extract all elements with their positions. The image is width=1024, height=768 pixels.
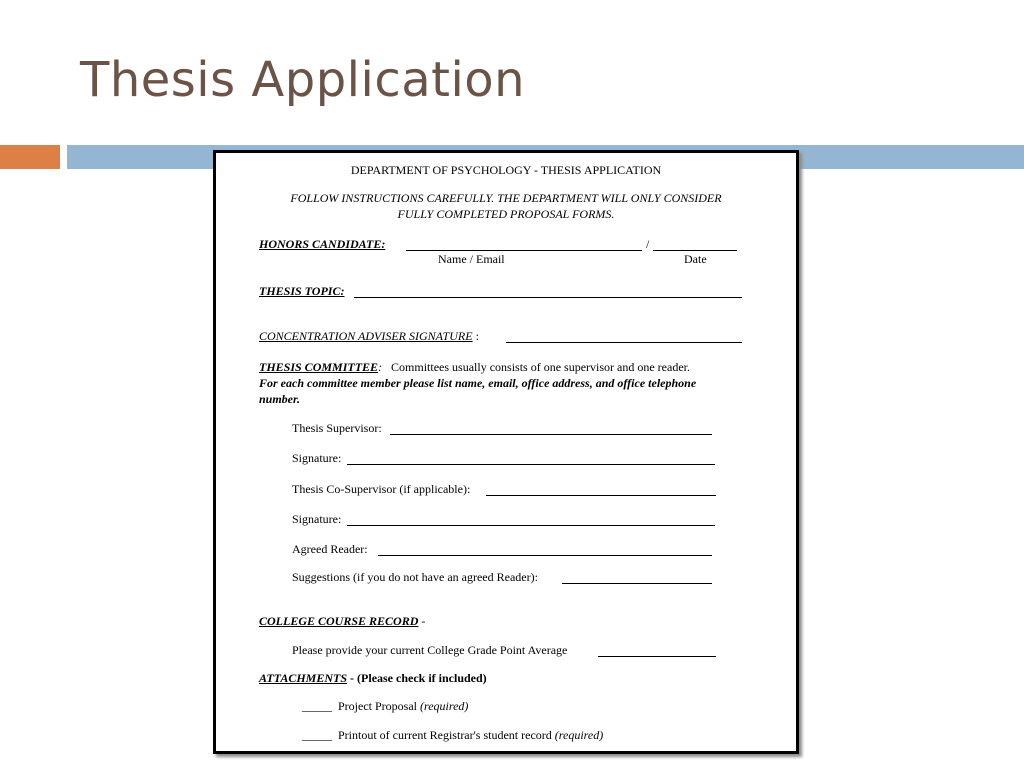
committee-colon: : — [378, 360, 383, 374]
committee-heading — [259, 360, 690, 375]
instructions-line-1: FOLLOW INSTRUCTIONS CAREFULLY. THE DEPARTMENT WILL ONLY CONSIDER — [290, 191, 722, 205]
committee-instructions-line-2: number. — [259, 392, 301, 406]
attachment-project-proposal[interactable] — [302, 699, 468, 714]
thesis-topic-label — [259, 284, 344, 299]
committee-label-text: THESIS COMMITTEE — [259, 360, 379, 374]
committee-description: Committees usually consists of one supervisor and one reader. — [391, 360, 690, 374]
supervisor-line[interactable] — [390, 434, 712, 435]
suggestions-line[interactable] — [562, 583, 712, 584]
agreed-reader-label: Agreed Reader: — [292, 542, 368, 556]
committee-instructions-line-1: For each committee member please list name, email, office address, and office telephone — [259, 376, 697, 390]
adviser-signature-line[interactable] — [506, 342, 742, 343]
co-supervisor-label: Thesis Co-Supervisor (if applicable): — [292, 482, 471, 496]
adviser-label-text: CONCENTRATION ADVISER SIGNATURE — [259, 329, 473, 343]
gpa-line[interactable] — [598, 656, 716, 657]
attachments-heading — [259, 671, 487, 686]
signature-1-line[interactable] — [347, 464, 715, 465]
signature-1-label: Signature: — [292, 451, 342, 465]
signature-2-label: Signature: — [292, 512, 342, 526]
honors-separator: / — [646, 237, 650, 251]
attachment-2-checkbox-blank[interactable]: _____ — [302, 728, 332, 742]
gpa-label: Please provide your current College Grade Point Average — [292, 643, 568, 657]
signature-2-line[interactable] — [347, 525, 715, 526]
suggestions-label: Suggestions (if you do not have an agreed Reader): — [292, 570, 538, 584]
attachment-2-label: Printout of current Registrar's student record — [338, 728, 552, 742]
adviser-colon: : — [472, 329, 479, 343]
thesis-application-form — [213, 150, 799, 754]
date-line[interactable] — [653, 250, 737, 251]
adviser-signature-label — [259, 329, 479, 344]
attachments-note: - (Please check if included) — [347, 671, 487, 685]
accent-bar-orange — [0, 145, 60, 169]
course-record-label-text: COLLEGE COURSE RECORD — [259, 614, 419, 628]
attachments-label-text: ATTACHMENTS — [259, 671, 348, 685]
supervisor-label: Thesis Supervisor: — [292, 421, 382, 435]
thesis-topic-label-text: THESIS TOPIC — [259, 284, 341, 298]
name-email-line[interactable] — [406, 250, 642, 251]
honors-candidate-label: HONORS CANDIDATE: — [259, 237, 386, 251]
co-supervisor-line[interactable] — [486, 495, 716, 496]
course-record-heading — [259, 614, 425, 629]
attachment-registrar-record[interactable] — [302, 728, 603, 743]
course-record-dash: - — [418, 614, 426, 628]
agreed-reader-line[interactable] — [378, 555, 712, 556]
attachment-1-label: Project Proposal — [338, 699, 417, 713]
attachment-1-required: (required) — [420, 699, 469, 713]
slide-title: Thesis Application — [80, 52, 526, 108]
date-caption: Date — [684, 252, 707, 266]
form-heading: DEPARTMENT OF PSYCHOLOGY - THESIS APPLICATION — [350, 163, 662, 177]
thesis-topic-colon: : — [340, 284, 345, 298]
attachment-2-required: (required) — [554, 728, 604, 742]
instructions-line-2: FULLY COMPLETED PROPOSAL FORMS. — [397, 207, 615, 221]
attachment-1-checkbox-blank[interactable]: _____ — [302, 699, 332, 713]
name-email-caption: Name / Email — [438, 252, 505, 266]
thesis-topic-line[interactable] — [354, 297, 742, 298]
